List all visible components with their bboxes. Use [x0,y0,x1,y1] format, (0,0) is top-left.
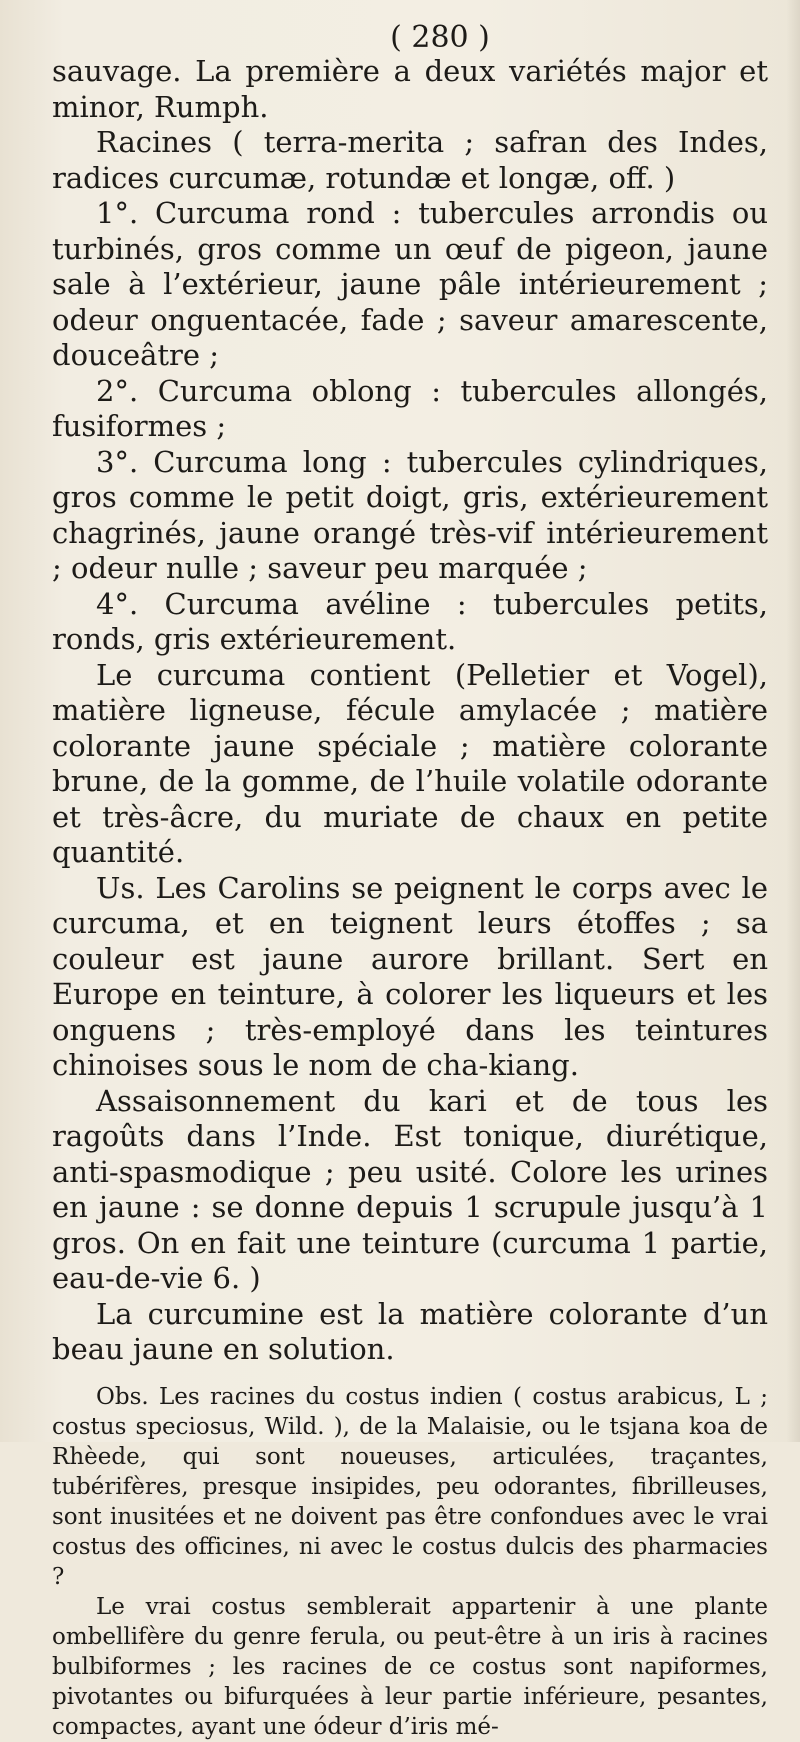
paragraph-racines: Racines ( terra-merita ; safran des Indes, radices curcumæ, rotundæ et longæ, off. ) [52,125,768,195]
paragraph-continuation: sauvage. La première a deux variétés major et minor, Rumph. [52,54,768,124]
page-text [52,22,768,1742]
paragraph-curcuma-aveline: 4°. Curcuma avéline : tubercules petits, ronds, gris extérieurement. [52,586,768,656]
paragraph-composition: Le curcuma contient (Pelletier et Vogel), matière ligneuse, fécule amylacée ; matière colorante jaune spéciale ; matière colorante brune, de la gomme, de l’huile volatile odorante et très-âcre, du muriate de chaux en petite quantité. [52,657,768,869]
paragraph-assaisonnement: Assaisonnement du kari et de tous les ragoûts dans l’Inde. Est tonique, diurétique, anti-spasmodique ; peu usité. Colore les urines en jaune : se donne depuis 1 scrupule jusqu’à 1 gros. On en fait une teinture (curcuma 1 partie, eau-de-vie 6. ) [52,1083,768,1295]
page-number: ( 280 ) [390,20,490,55]
note-vrai-costus: Le vrai costus semblerait appartenir à une plante ombellifère du genre ferula, ou peut-être à un iris à racines bulbiformes ; les racines de ce costus sont napiformes, pivotantes ou bifurquées à leur partie inférieure, pesantes, compactes, ayant une ódeur d’iris mé- [52,1593,768,1740]
paragraph-curcuma-rond: 1°. Curcuma rond : tubercules arrondis ou turbinés, gros comme un œuf de pigeon, jaune sale à l’extérieur, jaune pâle intérieurement ; odeur onguentacée, fade ; saveur amarescente, douceâtre ; [52,196,768,372]
page-edge-shadow [786,0,800,1442]
paragraph-curcumine: La curcumine est la matière colorante d’un beau jaune en solution. [52,1296,768,1366]
paragraph-curcuma-long: 3°. Curcuma long : tubercules cylindriques, gros comme le petit doigt, gris, extérieurement chagrinés, jaune orangé très-vif intérieurement ; odeur nulle ; saveur peu marquée ; [52,444,768,585]
paragraph-usages: Us. Les Carolins se peignent le corps avec le curcuma, et en teignent leurs étoffes ; sa couleur est jaune aurore brillant. Sert en Europe en teinture, à colorer les liqueurs et les onguens ; très-employé dans les teintures chinoises sous le nom de cha-kiang. [52,870,768,1082]
paragraph-curcuma-oblong: 2°. Curcuma oblong : tubercules allongés, fusiformes ; [52,373,768,443]
note-observation: Obs. Les racines du costus indien ( costus arabicus, L ; costus speciosus, Wild. ), de la Malaisie, ou le tsjana koa de Rhèede, qui sont noueuses, articulées, traçantes, tubérifères, presque insipides, peu odorantes, fibrilleuses, sont inusitées et ne doivent pas être confondues avec le vrai costus des officines, ni avec le costus dulcis des pharmacies ? [52,1383,768,1590]
